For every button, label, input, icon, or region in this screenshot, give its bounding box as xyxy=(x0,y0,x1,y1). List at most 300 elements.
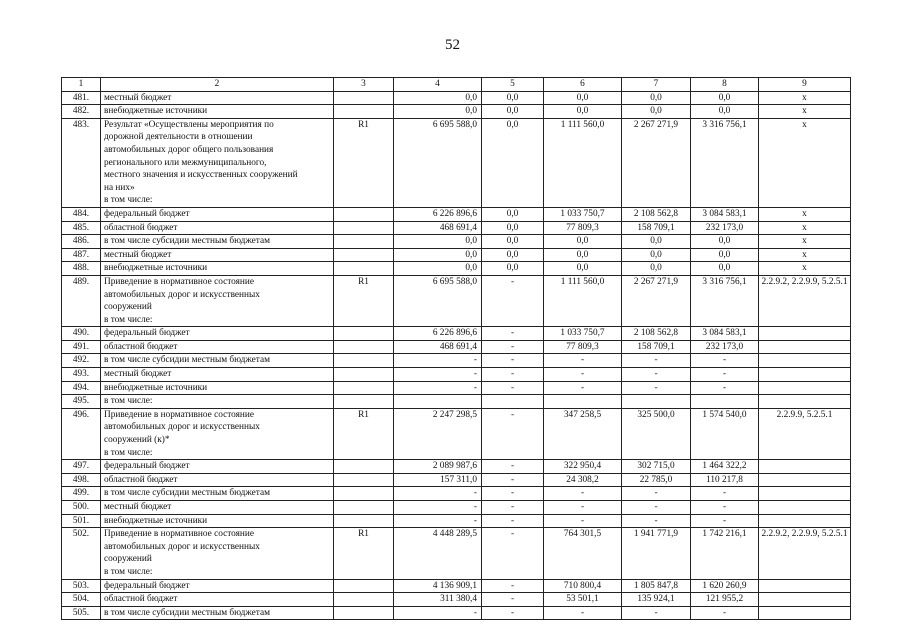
value-cell: 0,0 xyxy=(482,235,544,249)
row-name-line: автомобильных дорог общего пользования xyxy=(104,144,274,155)
row-number-cell: 482. xyxy=(62,105,101,119)
row-name-line: местный бюджет xyxy=(104,369,172,380)
value-cell: - xyxy=(544,368,622,382)
table-row xyxy=(62,473,851,487)
value-cell: - xyxy=(691,514,759,528)
row-name-line: на них» xyxy=(104,182,135,193)
row-name-cell xyxy=(101,235,334,249)
value-cell: 1 574 540,0 xyxy=(691,408,759,459)
value-cell: - xyxy=(691,501,759,515)
value-cell: - xyxy=(622,354,691,368)
row-name-line: Результат «Осуществлены мероприятия по xyxy=(104,119,274,130)
row-name-line: автомобильных дорог и искусственных xyxy=(104,541,260,552)
table-row xyxy=(62,354,851,368)
reference-cell xyxy=(759,579,851,593)
code-cell xyxy=(334,460,394,474)
code-cell xyxy=(334,327,394,341)
code-cell xyxy=(334,91,394,105)
value-cell xyxy=(544,395,622,409)
value-cell: 0,0 xyxy=(482,262,544,276)
table-row xyxy=(62,368,851,382)
value-cell: 710 800,4 xyxy=(544,579,622,593)
value-cell: 0,0 xyxy=(544,105,622,119)
value-cell: 24 308,2 xyxy=(544,473,622,487)
row-number-cell: 481. xyxy=(62,91,101,105)
reference-cell: 2.2.9.2, 2.2.9.9, 5.2.5.1 xyxy=(759,528,851,579)
row-name-line: федеральный бюджет xyxy=(104,461,190,472)
value-cell: - xyxy=(482,340,544,354)
row-name-cell xyxy=(101,262,334,276)
row-name-line: областной бюджет xyxy=(104,222,178,233)
row-name-cell xyxy=(101,579,334,593)
code-cell xyxy=(334,487,394,501)
value-cell: 2 267 271,9 xyxy=(622,275,691,326)
value-cell: 0,0 xyxy=(482,118,544,207)
reference-cell xyxy=(759,354,851,368)
value-cell: 0,0 xyxy=(691,105,759,119)
row-number-cell: 491. xyxy=(62,340,101,354)
value-cell: 53 501,1 xyxy=(544,593,622,607)
table-row xyxy=(62,207,851,221)
total-cell: 6 695 588,0 xyxy=(394,275,482,326)
value-cell: 0,0 xyxy=(622,248,691,262)
value-cell: - xyxy=(482,528,544,579)
value-cell: 3 316 756,1 xyxy=(691,275,759,326)
table-row xyxy=(62,262,851,276)
row-name-line: в том числе: xyxy=(104,447,153,458)
reference-cell xyxy=(759,501,851,515)
row-name-cell xyxy=(101,275,334,326)
row-name-cell xyxy=(101,368,334,382)
header-cell: 4 xyxy=(394,78,482,92)
row-name-cell xyxy=(101,593,334,607)
row-name-line: внебюджетные источники xyxy=(104,263,208,274)
total-cell: 6 226 896,6 xyxy=(394,327,482,341)
value-cell: 3 084 583,1 xyxy=(691,207,759,221)
row-number-cell: 503. xyxy=(62,579,101,593)
row-name-line: в том числе субсидии местным бюджетам xyxy=(104,607,270,618)
value-cell: 0,0 xyxy=(482,248,544,262)
value-cell: 1 464 322,2 xyxy=(691,460,759,474)
table-row xyxy=(62,340,851,354)
value-cell: 0,0 xyxy=(622,91,691,105)
total-cell: 157 311,0 xyxy=(394,473,482,487)
value-cell: 158 709,1 xyxy=(622,340,691,354)
row-number-cell: 499. xyxy=(62,487,101,501)
row-name-line: дорожной деятельности в отношении xyxy=(104,132,253,143)
total-cell: 2 247 298,5 xyxy=(394,408,482,459)
row-name-cell xyxy=(101,606,334,620)
value-cell: - xyxy=(622,514,691,528)
row-name-cell xyxy=(101,408,334,459)
value-cell: 158 709,1 xyxy=(622,221,691,235)
table-row xyxy=(62,514,851,528)
value-cell: 0,0 xyxy=(482,221,544,235)
row-name-line: местный бюджет xyxy=(104,502,172,512)
total-cell: 468 691,4 xyxy=(394,340,482,354)
table-row xyxy=(62,91,851,105)
total-cell: 0,0 xyxy=(394,91,482,105)
value-cell: - xyxy=(544,487,622,501)
row-number-cell: 496. xyxy=(62,408,101,459)
total-cell: 4 136 909,1 xyxy=(394,579,482,593)
value-cell: - xyxy=(544,354,622,368)
row-name-line: в том числе субсидии местным бюджетам xyxy=(104,488,270,499)
row-number-cell: 490. xyxy=(62,327,101,341)
code-cell xyxy=(334,235,394,249)
total-cell: 311 380,4 xyxy=(394,593,482,607)
total-cell: 0,0 xyxy=(394,262,482,276)
page-number: 52 xyxy=(445,37,460,53)
table-row xyxy=(62,501,851,515)
value-cell: - xyxy=(622,368,691,382)
value-cell: 322 950,4 xyxy=(544,460,622,474)
value-cell: 0,0 xyxy=(691,248,759,262)
row-name-line: Приведение в нормативное состояние xyxy=(104,276,254,287)
value-cell: 2 267 271,9 xyxy=(622,118,691,207)
value-cell: 0,0 xyxy=(622,105,691,119)
value-cell xyxy=(622,395,691,409)
value-cell: 22 785,0 xyxy=(622,473,691,487)
total-cell: 4 448 289,5 xyxy=(394,528,482,579)
value-cell: 764 301,5 xyxy=(544,528,622,579)
reference-cell: х xyxy=(759,207,851,221)
row-number-cell: 498. xyxy=(62,473,101,487)
table-row xyxy=(62,606,851,620)
value-cell: 1 033 750,7 xyxy=(544,327,622,341)
reference-cell xyxy=(759,606,851,620)
row-name-cell xyxy=(101,514,334,528)
value-cell: 121 955,2 xyxy=(691,593,759,607)
row-name-line: Приведение в нормативное состояние xyxy=(104,529,254,540)
row-number-cell: 502. xyxy=(62,528,101,579)
table-row xyxy=(62,105,851,119)
header-cell: 5 xyxy=(482,78,544,92)
code-cell: R1 xyxy=(334,528,394,579)
value-cell: 0,0 xyxy=(622,235,691,249)
table-row xyxy=(62,381,851,395)
row-number-cell: 483. xyxy=(62,118,101,207)
value-cell: 110 217,8 xyxy=(691,473,759,487)
value-cell: - xyxy=(482,354,544,368)
table-row xyxy=(62,460,851,474)
code-cell: R1 xyxy=(334,275,394,326)
value-cell: - xyxy=(544,501,622,515)
code-cell xyxy=(334,262,394,276)
row-name-line: в том числе субсидии местным бюджетам xyxy=(104,355,270,366)
value-cell: - xyxy=(622,501,691,515)
code-cell: R1 xyxy=(334,408,394,459)
reference-cell xyxy=(759,487,851,501)
value-cell: 0,0 xyxy=(482,207,544,221)
row-name-cell xyxy=(101,473,334,487)
value-cell: 302 715,0 xyxy=(622,460,691,474)
value-cell: 232 173,0 xyxy=(691,221,759,235)
code-cell xyxy=(334,221,394,235)
row-name-line: автомобильных дорог и искусственных xyxy=(104,289,260,300)
code-cell xyxy=(334,105,394,119)
row-name-line: областной бюджет xyxy=(104,474,178,485)
reference-cell xyxy=(759,593,851,607)
row-name-line: в том числе: xyxy=(104,396,153,407)
total-cell: 0,0 xyxy=(394,105,482,119)
header-cell: 1 xyxy=(62,78,101,92)
value-cell: - xyxy=(482,327,544,341)
row-name-cell xyxy=(101,248,334,262)
code-cell xyxy=(334,606,394,620)
value-cell: 1 033 750,7 xyxy=(544,207,622,221)
value-cell: 3 316 756,1 xyxy=(691,118,759,207)
code-cell xyxy=(334,340,394,354)
row-number-cell: 485. xyxy=(62,221,101,235)
table-row xyxy=(62,395,851,409)
row-name-line: федеральный бюджет xyxy=(104,328,190,339)
value-cell: 325 500,0 xyxy=(622,408,691,459)
value-cell: - xyxy=(691,368,759,382)
code-cell xyxy=(334,473,394,487)
code-cell xyxy=(334,207,394,221)
row-name-line: внебюджетные источники xyxy=(104,382,208,393)
reference-cell: х xyxy=(759,262,851,276)
table-row xyxy=(62,118,851,207)
code-cell xyxy=(334,501,394,515)
row-name-line: областной бюджет xyxy=(104,594,178,605)
code-cell xyxy=(334,248,394,262)
table-row xyxy=(62,327,851,341)
table-row xyxy=(62,408,851,459)
value-cell: - xyxy=(691,487,759,501)
total-cell: - xyxy=(394,487,482,501)
table-row xyxy=(62,221,851,235)
row-name-cell xyxy=(101,501,334,515)
value-cell: 347 258,5 xyxy=(544,408,622,459)
total-cell: 0,0 xyxy=(394,235,482,249)
value-cell: 0,0 xyxy=(691,235,759,249)
row-name-line: в том числе: xyxy=(104,566,153,577)
table-row xyxy=(62,579,851,593)
row-name-line: автомобильных дорог и искусственных xyxy=(104,422,260,433)
value-cell: 1 111 560,0 xyxy=(544,275,622,326)
value-cell: - xyxy=(482,501,544,515)
row-name-cell xyxy=(101,340,334,354)
total-cell: 2 089 987,6 xyxy=(394,460,482,474)
header-cell: 8 xyxy=(691,78,759,92)
row-number-cell: 501. xyxy=(62,514,101,528)
value-cell: - xyxy=(482,408,544,459)
total-cell: 468 691,4 xyxy=(394,221,482,235)
reference-cell xyxy=(759,473,851,487)
value-cell: 77 809,3 xyxy=(544,340,622,354)
code-cell xyxy=(334,381,394,395)
row-name-line: федеральный бюджет xyxy=(104,580,190,591)
reference-cell: х xyxy=(759,248,851,262)
reference-cell: 2.2.9.9, 5.2.5.1 xyxy=(759,408,851,459)
reference-cell xyxy=(759,395,851,409)
header-cell: 6 xyxy=(544,78,622,92)
value-cell: 232 173,0 xyxy=(691,340,759,354)
total-cell: - xyxy=(394,514,482,528)
value-cell: - xyxy=(482,593,544,607)
row-number-cell: 488. xyxy=(62,262,101,276)
reference-cell: х xyxy=(759,105,851,119)
row-name-cell xyxy=(101,460,334,474)
row-name-cell xyxy=(101,487,334,501)
value-cell: - xyxy=(691,354,759,368)
value-cell: - xyxy=(482,381,544,395)
row-name-line: в том числе: xyxy=(104,314,153,325)
code-cell: R1 xyxy=(334,118,394,207)
value-cell: 1 742 216,1 xyxy=(691,528,759,579)
budget-table xyxy=(61,77,851,620)
code-cell xyxy=(334,368,394,382)
value-cell: - xyxy=(482,473,544,487)
row-number-cell: 505. xyxy=(62,606,101,620)
table-row xyxy=(62,248,851,262)
row-name-line: сооружений (к)* xyxy=(104,435,170,446)
row-name-line: регионального или межмуниципального, xyxy=(104,157,267,168)
value-cell: 0,0 xyxy=(544,91,622,105)
row-name-cell xyxy=(101,395,334,409)
header-row xyxy=(62,78,851,92)
row-number-cell: 489. xyxy=(62,275,101,326)
row-number-cell: 484. xyxy=(62,207,101,221)
row-name-line: в том числе: xyxy=(104,195,153,206)
value-cell: 2 108 562,8 xyxy=(622,327,691,341)
row-number-cell: 487. xyxy=(62,248,101,262)
total-cell xyxy=(394,395,482,409)
value-cell: - xyxy=(622,606,691,620)
value-cell: 1 941 771,9 xyxy=(622,528,691,579)
table-row xyxy=(62,235,851,249)
reference-cell: х xyxy=(759,235,851,249)
row-name-cell xyxy=(101,105,334,119)
reference-cell xyxy=(759,368,851,382)
row-number-cell: 494. xyxy=(62,381,101,395)
value-cell: - xyxy=(482,368,544,382)
code-cell xyxy=(334,593,394,607)
row-number-cell: 495. xyxy=(62,395,101,409)
row-name-cell xyxy=(101,528,334,579)
row-name-line: местный бюджет xyxy=(104,249,172,260)
value-cell: - xyxy=(622,487,691,501)
total-cell: - xyxy=(394,606,482,620)
value-cell: 0,0 xyxy=(482,91,544,105)
row-name-line: областной бюджет xyxy=(104,341,178,352)
row-name-cell xyxy=(101,221,334,235)
row-name-line: местного значения и искусственных сооружений xyxy=(104,170,298,181)
reference-cell xyxy=(759,381,851,395)
code-cell xyxy=(334,514,394,528)
value-cell: 1 620 260,9 xyxy=(691,579,759,593)
value-cell: - xyxy=(482,579,544,593)
total-cell: - xyxy=(394,381,482,395)
value-cell: 0,0 xyxy=(691,262,759,276)
total-cell: - xyxy=(394,368,482,382)
value-cell: 77 809,3 xyxy=(544,221,622,235)
row-name-cell xyxy=(101,327,334,341)
value-cell: 135 924,1 xyxy=(622,593,691,607)
value-cell: 1 805 847,8 xyxy=(622,579,691,593)
row-name-line: внебюджетные источники xyxy=(104,106,208,117)
reference-cell: х xyxy=(759,221,851,235)
total-cell: - xyxy=(394,501,482,515)
value-cell: 0,0 xyxy=(544,235,622,249)
row-name-line: внебюджетные источники xyxy=(104,515,208,526)
header-cell: 3 xyxy=(334,78,394,92)
row-name-line: в том числе субсидии местным бюджетам xyxy=(104,236,270,247)
table-row xyxy=(62,528,851,579)
value-cell: - xyxy=(691,606,759,620)
row-number-cell: 493. xyxy=(62,368,101,382)
table-row xyxy=(62,593,851,607)
row-name-cell xyxy=(101,207,334,221)
value-cell: 1 111 560,0 xyxy=(544,118,622,207)
value-cell: - xyxy=(622,381,691,395)
value-cell: - xyxy=(691,381,759,395)
row-number-cell: 497. xyxy=(62,460,101,474)
total-cell: 0,0 xyxy=(394,248,482,262)
header-cell: 7 xyxy=(622,78,691,92)
reference-cell xyxy=(759,340,851,354)
table-row xyxy=(62,487,851,501)
code-cell xyxy=(334,395,394,409)
row-number-cell: 492. xyxy=(62,354,101,368)
table-row xyxy=(62,275,851,326)
row-name-line: местный бюджет xyxy=(104,92,172,103)
value-cell xyxy=(691,395,759,409)
total-cell: 6 226 896,6 xyxy=(394,207,482,221)
row-number-cell: 500. xyxy=(62,501,101,515)
reference-cell: 2.2.9.2, 2.2.9.9, 5.2.5.1 xyxy=(759,275,851,326)
row-name-line: Приведение в нормативное состояние xyxy=(104,409,254,420)
value-cell: - xyxy=(482,275,544,326)
value-cell: 3 084 583,1 xyxy=(691,327,759,341)
header-cell: 9 xyxy=(759,78,851,92)
reference-cell xyxy=(759,327,851,341)
row-name-cell xyxy=(101,118,334,207)
value-cell: 0,0 xyxy=(544,262,622,276)
row-name-line: сооружений xyxy=(104,554,152,565)
reference-cell: х xyxy=(759,118,851,207)
value-cell: 0,0 xyxy=(482,105,544,119)
reference-cell: х xyxy=(759,91,851,105)
value-cell: - xyxy=(482,514,544,528)
row-name-line: сооружений xyxy=(104,302,152,313)
header-cell: 2 xyxy=(101,78,334,92)
reference-cell xyxy=(759,514,851,528)
value-cell xyxy=(482,395,544,409)
value-cell: 2 108 562,8 xyxy=(622,207,691,221)
code-cell xyxy=(334,579,394,593)
row-number-cell: 504. xyxy=(62,593,101,607)
value-cell: - xyxy=(482,606,544,620)
value-cell: 0,0 xyxy=(691,91,759,105)
value-cell: - xyxy=(482,460,544,474)
row-number-cell: 486. xyxy=(62,235,101,249)
value-cell: - xyxy=(544,514,622,528)
total-cell: 6 695 588,0 xyxy=(394,118,482,207)
value-cell: 0,0 xyxy=(622,262,691,276)
row-name-cell xyxy=(101,354,334,368)
code-cell xyxy=(334,354,394,368)
value-cell: - xyxy=(544,381,622,395)
value-cell: - xyxy=(544,606,622,620)
value-cell: 0,0 xyxy=(544,248,622,262)
total-cell: - xyxy=(394,354,482,368)
row-name-cell xyxy=(101,91,334,105)
reference-cell xyxy=(759,460,851,474)
row-name-line: федеральный бюджет xyxy=(104,208,190,219)
